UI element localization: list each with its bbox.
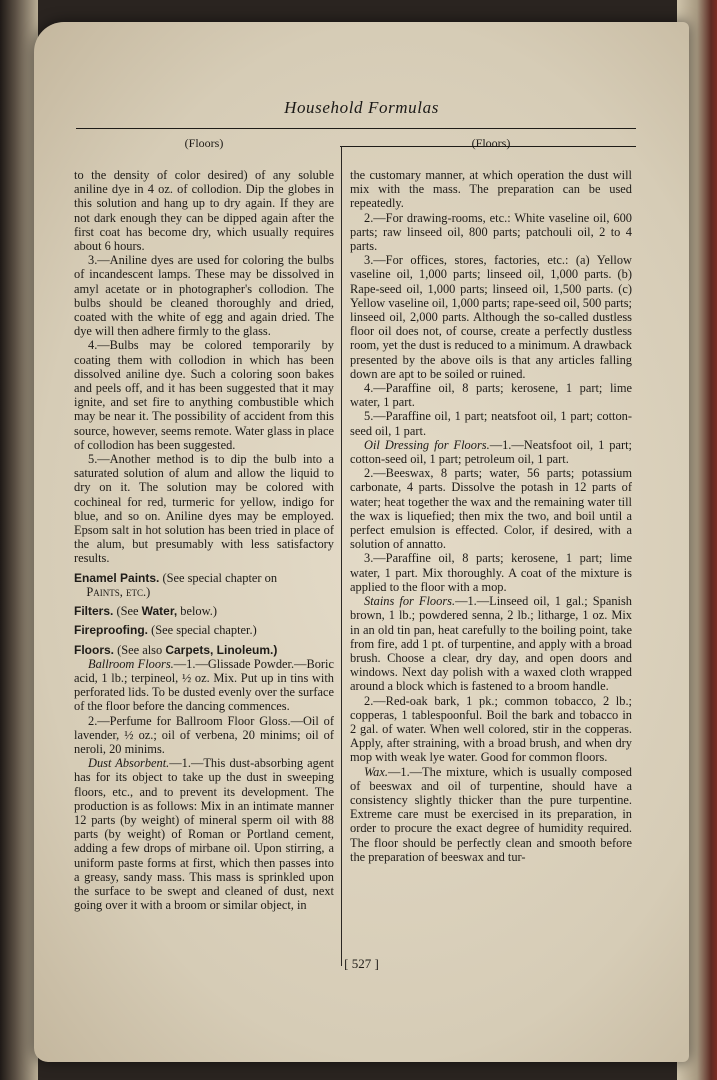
- column-divider: [341, 146, 342, 966]
- running-head: Household Formulas: [284, 98, 439, 117]
- left-column: [74, 130, 334, 912]
- left-column-head: (Floors): [184, 136, 224, 150]
- paragraph: 5.—Paraffine oil, 1 part; neatsfoot oil, 1 part; cotton-seed oil, 1 part.: [350, 409, 632, 438]
- paragraph: Ballroom Floors.—1.—Glissade Powder.—Boric acid, 1 lb.; terpineol, ½ oz. Mix. Put up in tins with perforated lids. To be dusted evenly over the surface of the floor before the dancing commences.: [74, 656, 334, 714]
- page-number: [ 527 ]: [344, 956, 379, 971]
- paragraph: Stains for Floors.—1.—Linseed oil, 1 gal.; Spanish brown, 1 lb.; powdered senna, 2 lb.; litharge, 1 oz. Mix in an old tin pan, heat carefully to the boiling point, take from fire, add 1 pt. of turpentine, and apply with a broad brush. Choose a clear, dry day, and open doors and windows. Next day polish with a waxed cloth wrapped around a block which is fastened to a broom handle.: [350, 594, 633, 694]
- right-column: [350, 130, 632, 864]
- paragraph: 2.—Beeswax, 8 parts; water, 56 parts; potassium carbonate, 4 parts. Dissolve the potash in 12 parts of water; heat together the wax and the remaining water till the wax is liquefied; then mix the two, and boil until a perfect emulsion is effected. Color, if desired, with a solution of annatto.: [350, 466, 632, 552]
- paragraph: 2.—For drawing-rooms, etc.: White vaseline oil, 600 parts; raw linseed oil, 800 parts; patchouli oil, 2 to 4 parts.: [350, 210, 632, 254]
- paragraph: 4.—Bulbs may be colored temporarily by coating them with collodion in which has been dissolved aniline dye. Such a coloring soon bakes and peels off, and it has been suggested that it may ignite, and set fire to anything combustible which may be near it. The possibility of accident from this source, however, seems remote. Water glass in place of collodion has been suggested.: [74, 338, 334, 452]
- paragraph: 3.—Paraffine oil, 8 parts; kerosene, 1 part; lime water, 1 part. Mix thoroughly. A coat of the mixture is applied to the floor with a mop.: [350, 551, 632, 594]
- entry-fireproofing: Fireproofing. (See special chapter.): [74, 623, 257, 638]
- paragraph: Wax.—1.—The mixture, which is usually composed of beeswax and oil of turpentine, should have a consistency slightly thicker than the pure turpentine. Extreme care must be exercised in its preparation, in order to procure the exact degree of humidity required. The floor should be perfectly clean and smooth before the preparation of beeswax and tur-: [350, 764, 632, 864]
- entry-filters: Filters. (See Water, below.): [74, 604, 217, 619]
- header-rule: [76, 128, 636, 129]
- paragraph: to the density of color desired) of any soluble aniline dye in 4 oz. of collodion. Dip the globes in this solution and hang up to dry again. If they are not dark enough they can be dipped again after the first coat has become dry, which usually requires about 6 hours.: [74, 168, 334, 254]
- paragraph: Oil Dressing for Floors.—1.—Neatsfoot oil, 1 part; cotton-seed oil, 1 part; petroleum oil, 1 part.: [350, 437, 632, 467]
- right-column-head: (Floors): [471, 136, 511, 150]
- paragraph: 3.—Aniline dyes are used for coloring the bulbs of incandescent lamps. These may be dissolved in amyl acetate or in photographer's collodion. The bulbs should be cleaned thoroughly and dried, coated with the white of egg and again dried. The dye will then adhere firmly to the glass.: [74, 253, 334, 339]
- paragraph: 4.—Paraffine oil, 8 parts; kerosene, 1 part; lime water, 1 part.: [350, 381, 632, 410]
- paragraph: Dust Absorbent.—1.—This dust-absorbing agent has for its object to take up the dust in sweeping floors, etc., and to prevent its development. The production is as follows: Mix in an intimate manner 12 parts (by weight) of mineral sperm oil with 88 parts (by weight) of Roman or Portland cement, adding a few drops of mirbane oil. Upon stirring, a uniform paste forms at first, which then passes into a greasy, sandy mass. This mass is sprinkled upon the surface to be swept and cleaned of dust, next going over it with a broom or similar object, in: [74, 756, 334, 913]
- entry-floors: Floors. (See also Carpets, Linoleum.): [74, 642, 278, 657]
- book-edge-left: [0, 0, 38, 1080]
- paragraph: 5.—Another method is to dip the bulb into a saturated solution of alum and allow the liquid to dry on it. The solution may be colored with cochineal for red, turmeric for yellow, indigo for blue, and so on. Aniline dyes may be employed. Epsom salt in hot solution has been tried in place of the alum, but presumably with less satisfactory results.: [74, 452, 334, 566]
- book-page: [34, 22, 689, 1062]
- paragraph: 2.—Perfume for Ballroom Floor Gloss.—Oil of lavender, ½ oz.; oil of verbena, 20 minims; oil of neroli, 20 minims.: [74, 713, 334, 756]
- entry-enamel-paints: Enamel Paints. (See special chapter on Paints, etc.): [74, 570, 278, 599]
- paragraph: 3.—For offices, stores, factories, etc.: (a) Yellow vaseline oil, 1,000 parts; linseed oil, 1,000 parts. (b) Rape-seed oil, 1,000 parts; linseed oil, 1,500 parts. (c) Yellow vaseline oil, 1,000 parts; rape-seed oil, 500 parts; linseed oil, 2,000 parts. Although the so-called dustless floor oil does not, of course, create a perfectly dustless room, yet the dust is reduced to a minimum. A drawback presented by the above oils is that any articles falling down are apt to be soiled or ruined.: [350, 253, 632, 381]
- paragraph: 2.—Red-oak bark, 1 pk.; common tobacco, 2 lb.; copperas, 1 tablespoonful. Boil the bark and tobacco in 2 gal. of water. When well colored, stir in the copperas. Apply, after straining, with a broad brush, and when dry mop with weak lye water. Good for common floors.: [350, 693, 632, 765]
- paragraph: the customary manner, at which operation the dust will mix with the mass. The preparation can be used repeatedly.: [350, 168, 632, 211]
